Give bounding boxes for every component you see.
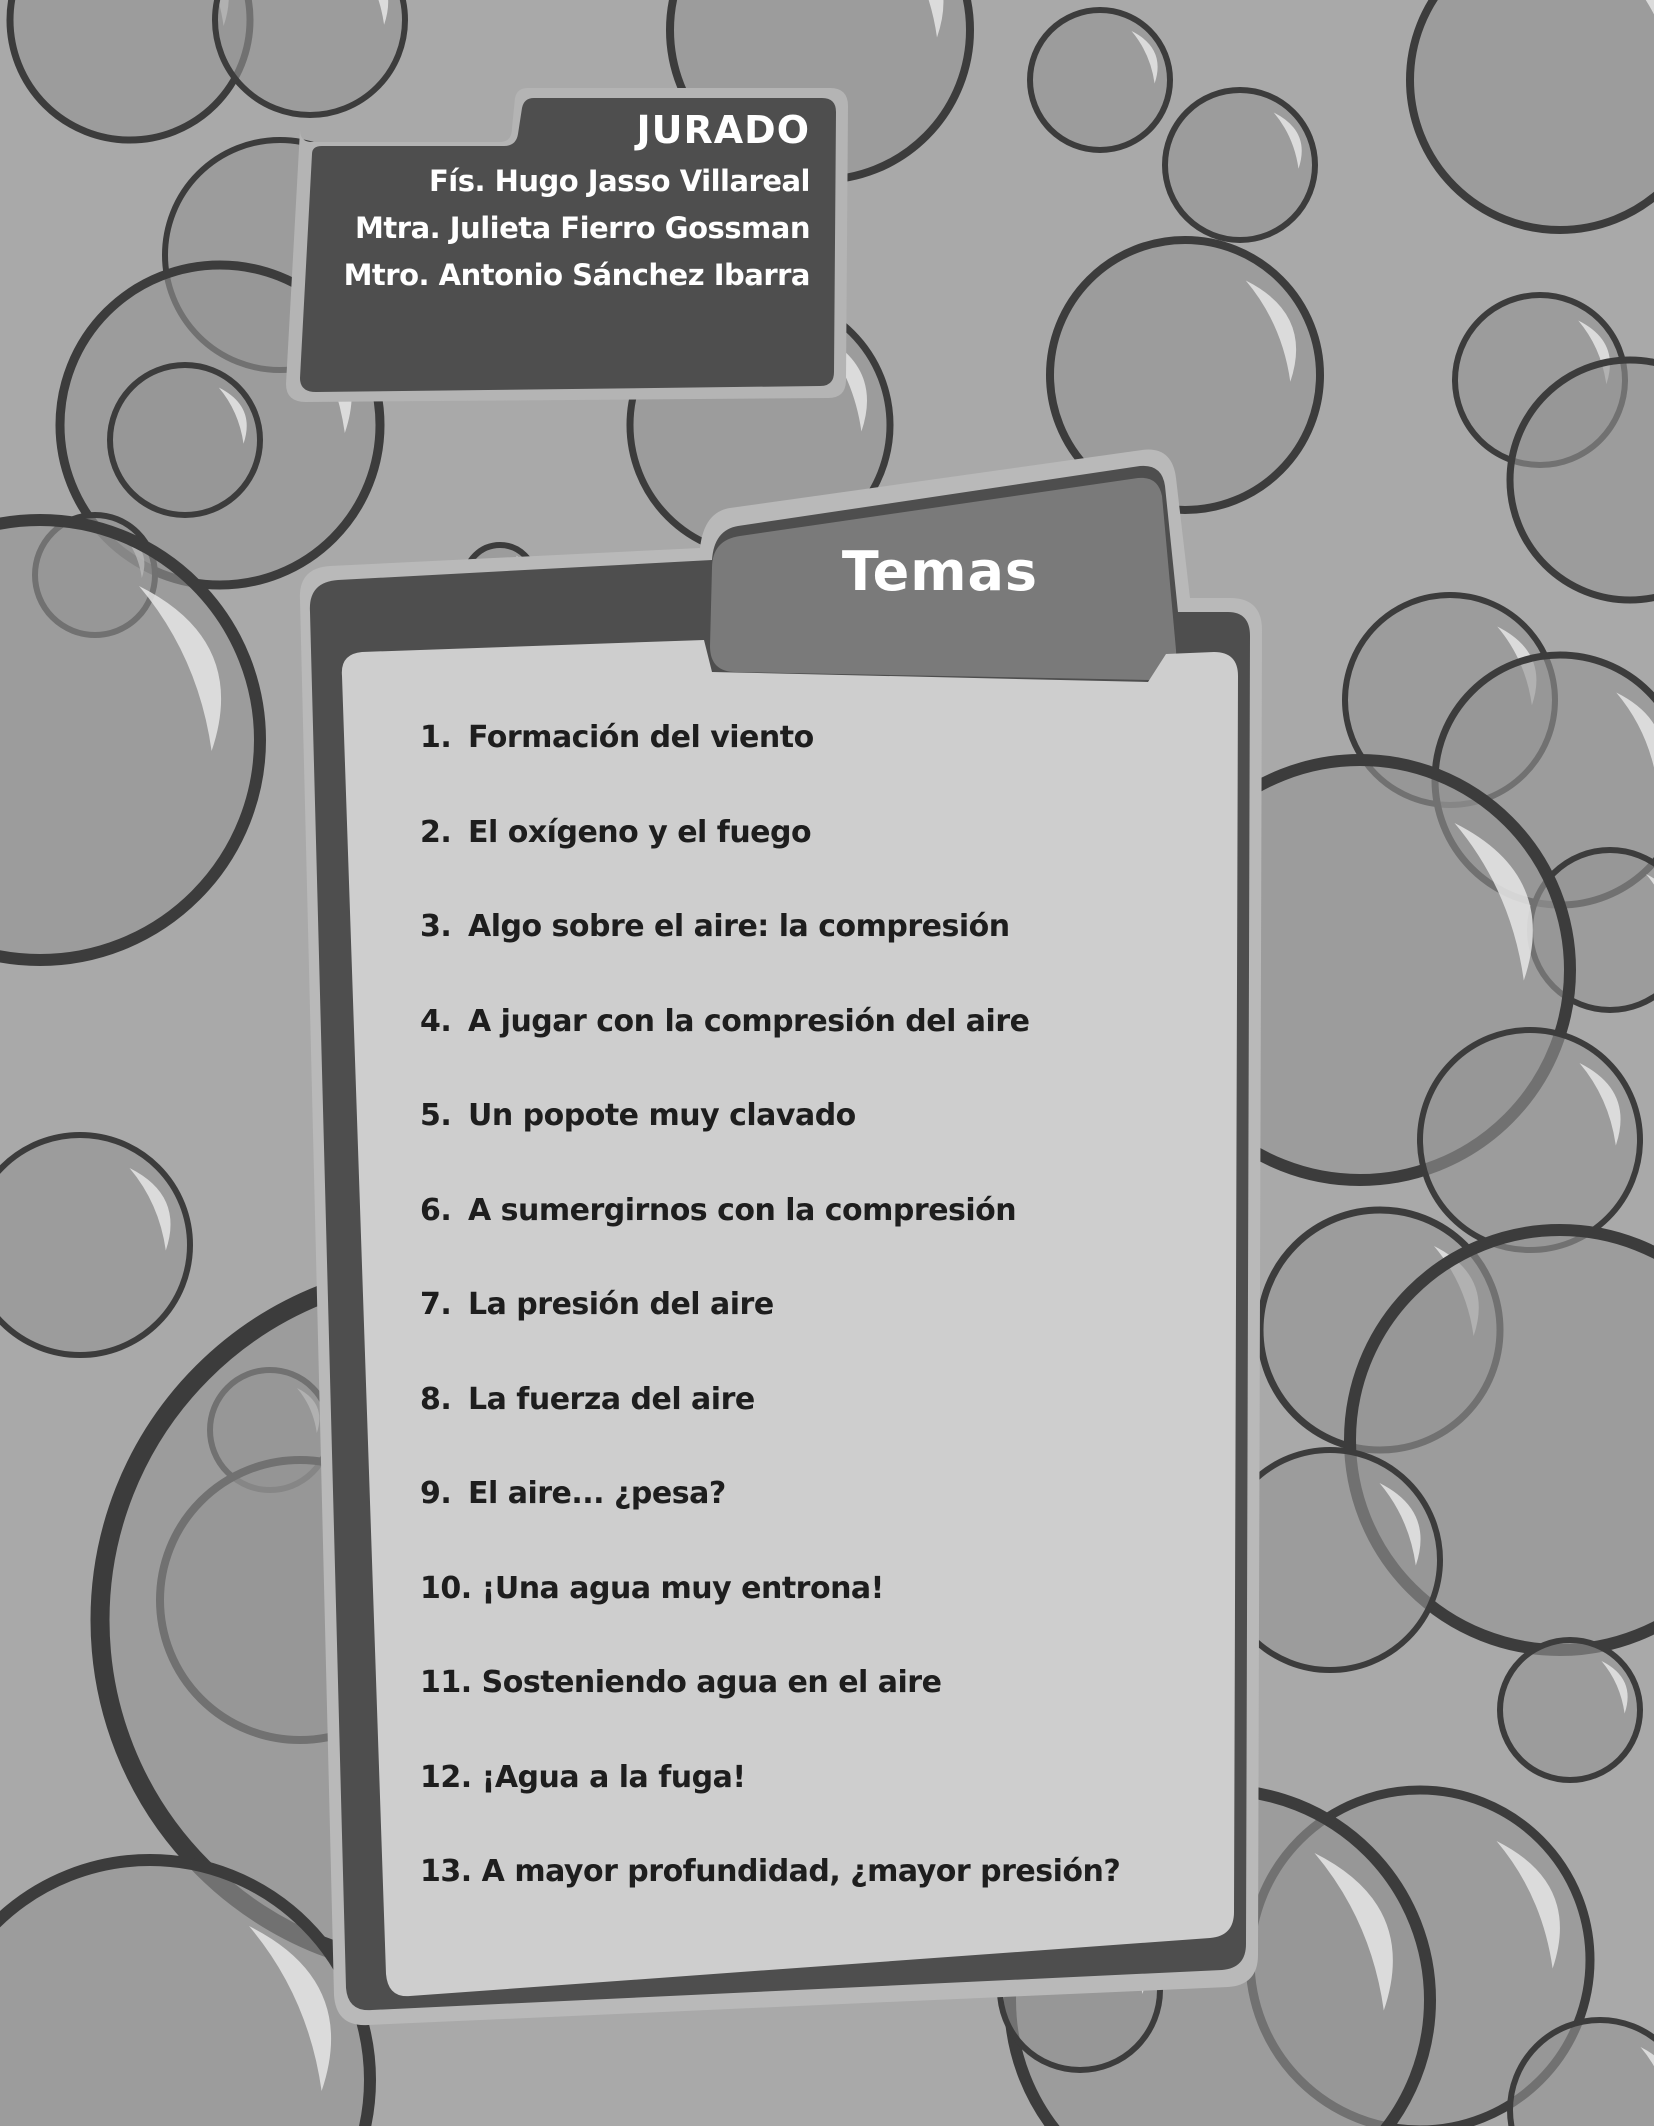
topic-number: 7. — [420, 1287, 452, 1322]
temas-title: Temas — [841, 540, 1039, 603]
bubble — [1420, 1030, 1640, 1250]
topic-number: 12. — [420, 1759, 472, 1795]
bubble — [1165, 90, 1315, 240]
bubble — [1030, 10, 1170, 150]
bubble — [1500, 1640, 1640, 1780]
jurado-name: Mtra. Julieta Fierro Gossman — [355, 211, 810, 245]
topic-label: Un popote muy clavado — [468, 1098, 856, 1133]
topic-number: 4. — [420, 1003, 452, 1039]
topic-label: La presión del aire — [468, 1287, 774, 1322]
topic-label: A mayor profundidad, ¿mayor presión? — [481, 1854, 1121, 1889]
topic-item — [420, 1760, 1120, 1855]
topic-label: Algo sobre el aire: la compresión — [468, 909, 1010, 944]
jurado-name: Mtro. Antonio Sánchez Ibarra — [343, 258, 810, 292]
topic-item — [420, 1004, 1120, 1099]
topic-item — [420, 1476, 1120, 1571]
topic-item — [420, 1854, 1120, 1949]
topic-number: 8. — [420, 1381, 452, 1417]
topic-item — [420, 909, 1120, 1004]
topic-label: ¡Agua a la fuga! — [481, 1759, 746, 1795]
jurado-name: Fís. Hugo Jasso Villareal — [428, 164, 810, 198]
topic-number: 3. — [420, 909, 452, 944]
topic-number: 6. — [420, 1192, 452, 1228]
topic-label: ¡Una agua muy entrona! — [481, 1570, 884, 1606]
topic-item — [420, 1571, 1120, 1666]
jurado-title: JURADO — [636, 108, 810, 152]
topic-label: El oxígeno y el fuego — [468, 814, 812, 850]
topic-label: La fuerza del aire — [468, 1381, 755, 1417]
topic-label: A sumergirnos con la compresión — [468, 1192, 1017, 1228]
bubble — [215, 0, 405, 115]
topic-number: 13. — [420, 1854, 472, 1889]
jurado-text-block — [343, 108, 810, 299]
topic-number: 11. — [420, 1665, 472, 1700]
topic-number: 5. — [420, 1098, 452, 1133]
topic-number: 2. — [420, 814, 452, 850]
topic-label: Formación del viento — [468, 720, 814, 755]
topics-list — [420, 720, 1120, 1949]
topic-item — [420, 815, 1120, 910]
topic-label: Sosteniendo agua en el aire — [481, 1665, 942, 1700]
bubble — [1410, 0, 1654, 230]
topic-item — [420, 1098, 1120, 1193]
topic-label: El aire... ¿pesa? — [468, 1476, 726, 1511]
topic-item — [420, 1193, 1120, 1288]
bubble — [110, 365, 260, 515]
topic-number: 10. — [420, 1570, 472, 1606]
jurado-panel — [290, 108, 840, 400]
topic-item — [420, 720, 1120, 815]
topic-item — [420, 1665, 1120, 1760]
topic-item — [420, 1287, 1120, 1382]
topic-item — [420, 1382, 1120, 1477]
topic-label: A jugar con la compresión del aire — [468, 1003, 1030, 1039]
topic-number: 9. — [420, 1476, 452, 1511]
topic-number: 1. — [420, 720, 452, 755]
bubble — [0, 1135, 190, 1355]
